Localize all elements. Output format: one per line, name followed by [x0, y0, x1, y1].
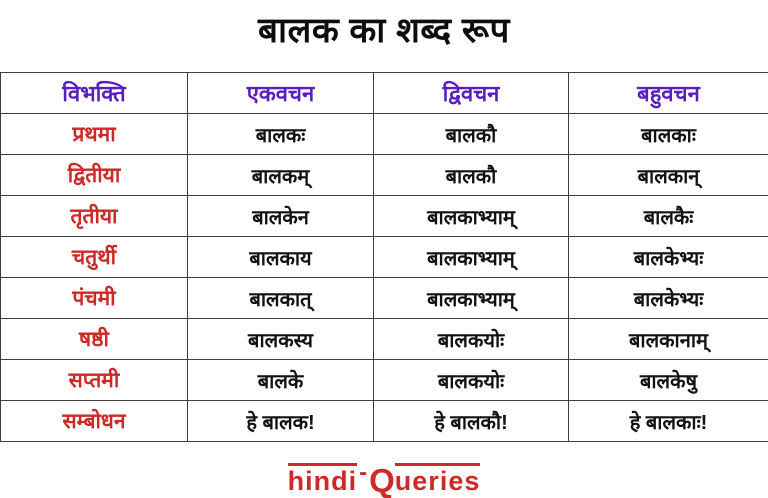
- case-cell: प्रथमा: [1, 114, 188, 155]
- case-cell: सम्बोधन: [1, 401, 188, 442]
- dual-cell: बालकौ: [374, 114, 569, 155]
- header-row: [1, 73, 768, 114]
- declension-table: [0, 72, 768, 442]
- plural-cell: बालकेभ्यः: [569, 237, 768, 278]
- header-bahuvachan: बहुवचन: [569, 73, 768, 114]
- header-vibhakti: विभक्ति: [1, 73, 188, 114]
- header-ekvachan: एकवचन: [188, 73, 374, 114]
- table-row: [1, 114, 768, 155]
- plural-cell: बालकेभ्यः: [569, 278, 768, 319]
- table-row: [1, 319, 768, 360]
- table-row: [1, 155, 768, 196]
- table-row: [1, 360, 768, 401]
- plural-cell: बालकान्: [569, 155, 768, 196]
- dual-cell: हे बालकौ!: [374, 401, 569, 442]
- plural-cell: बालकैः: [569, 196, 768, 237]
- hindi-queries-logo: [0, 461, 768, 497]
- header-dvivachan: द्विवचन: [374, 73, 569, 114]
- page-title: बालक का शब्द रूप: [258, 11, 510, 50]
- logo-hindi-text: hindi: [288, 463, 357, 495]
- singular-cell: हे बालक!: [188, 401, 374, 442]
- singular-cell: बालके: [188, 360, 374, 401]
- plural-cell: हे बालकाः!: [569, 401, 768, 442]
- dual-cell: बालकाभ्याम्: [374, 196, 569, 237]
- logo-ueries-text: ueries: [395, 463, 481, 495]
- case-cell: द्वितीया: [1, 155, 188, 196]
- logo-hyphen: -: [359, 459, 368, 486]
- dual-cell: बालकौ: [374, 155, 569, 196]
- case-cell: तृतीया: [1, 196, 188, 237]
- dual-cell: बालकयोः: [374, 360, 569, 401]
- plural-cell: बालकेषु: [569, 360, 768, 401]
- singular-cell: बालकस्य: [188, 319, 374, 360]
- case-cell: षष्ठी: [1, 319, 188, 360]
- singular-cell: बालकम्: [188, 155, 374, 196]
- singular-cell: बालकाय: [188, 237, 374, 278]
- dual-cell: बालकाभ्याम्: [374, 278, 569, 319]
- singular-cell: बालकः: [188, 114, 374, 155]
- dual-cell: बालकाभ्याम्: [374, 237, 569, 278]
- dual-cell: बालकयोः: [374, 319, 569, 360]
- table-row: [1, 237, 768, 278]
- case-cell: पंचमी: [1, 278, 188, 319]
- case-cell: सप्तमी: [1, 360, 188, 401]
- logo-q-letter: Q: [369, 462, 395, 498]
- singular-cell: बालकात्: [188, 278, 374, 319]
- table-row: [1, 401, 768, 442]
- table-row: [1, 278, 768, 319]
- plural-cell: बालकाः: [569, 114, 768, 155]
- case-cell: चतुर्थी: [1, 237, 188, 278]
- table-row: [1, 196, 768, 237]
- singular-cell: बालकेन: [188, 196, 374, 237]
- plural-cell: बालकानाम्: [569, 319, 768, 360]
